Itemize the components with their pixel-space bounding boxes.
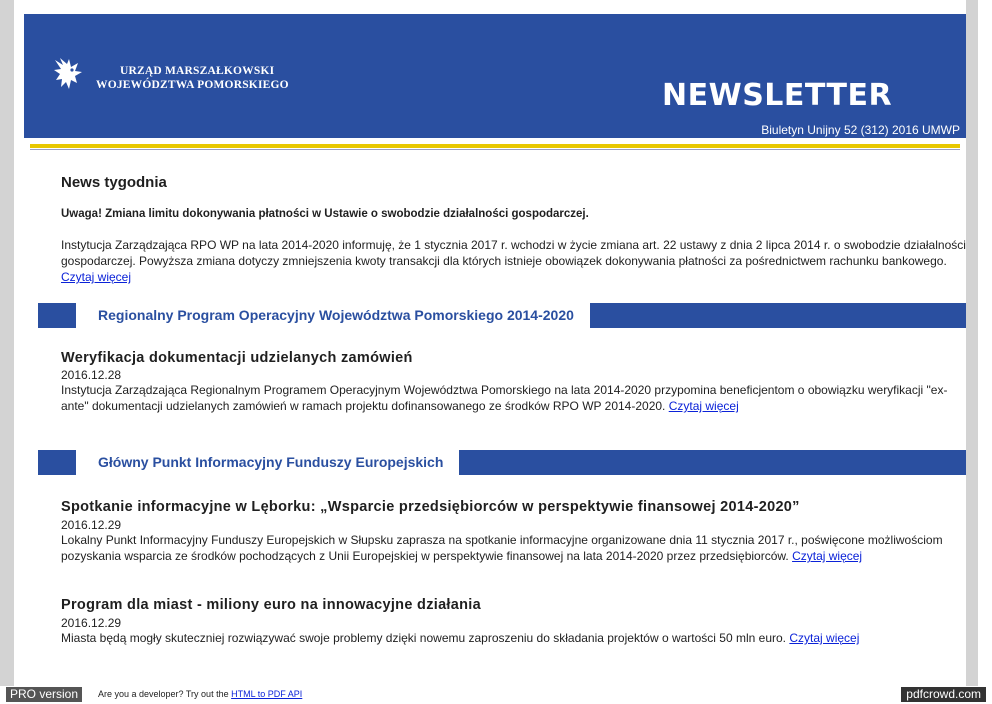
article-date: 2016.12.29 <box>61 616 122 630</box>
article-body-text: Miasta będą mogły skuteczniej rozwiązywać swoje problemy dzięki nowemu zaproszeniu do składania projektów o wartości 50 mln euro. <box>61 631 787 645</box>
article-body <box>61 630 966 646</box>
right-page-border <box>966 0 978 686</box>
org-line-1: URZĄD MARSZAŁKOWSKI <box>120 65 275 77</box>
org-line-2: WOJEWÓDZTWA POMORSKIEGO <box>96 79 289 91</box>
griffin-icon <box>52 56 84 92</box>
pdfcrowd-brand[interactable]: pdfcrowd.com <box>901 687 986 702</box>
pro-version-badge[interactable]: PRO version <box>6 687 82 702</box>
article-date: 2016.12.29 <box>61 518 122 532</box>
header-banner <box>24 14 966 138</box>
article-title: Weryfikacja dokumentacji udzielanych zamówień <box>61 350 413 366</box>
news-read-more-link[interactable]: Czytaj więcej <box>61 270 132 284</box>
right-margin <box>978 0 992 686</box>
news-heading: News tygodnia <box>61 174 167 191</box>
article-title: Spotkanie informacyjne w Lęborku: „Wsparcie przedsiębiorców w perspektywie finansowej 2014-2020” <box>61 499 800 515</box>
gold-divider <box>30 144 960 148</box>
article-body-text: Instytucja Zarządzająca Regionalnym Programem Operacyjnym Województwa Pomorskiego na lata 2014-2020 przypomina beneficjentom o obowiązku weryfikacji "ex-ante" dokumentacji udzielanych zamówień w ramach projektu dofinansowanego ze środków RPO WP 2014-2020. <box>61 383 948 413</box>
organization-name <box>96 64 289 92</box>
article-body-text: Lokalny Punkt Informacyjny Funduszy Europejskich w Słupsku zaprasza na spotkanie informacyjne organizowane dnia 11 stycznia 2017 r., poświęcone możliwościom pozyskania wsparcia ze środków pochodzących z Unii Europejskiej w perspektywie finansowej na lata 2014-2020 przez przedsiębiorców. <box>61 533 943 563</box>
section-title-rpo: Regionalny Program Operacyjny Województwa Pomorskiego 2014-2020 <box>76 303 590 328</box>
newsletter-subtitle: Biuletyn Unijny 52 (312) 2016 UMWP <box>761 123 960 137</box>
html-to-pdf-api-link[interactable]: HTML to PDF API <box>231 689 303 699</box>
section-header-gpi <box>38 450 966 475</box>
article-body <box>61 532 966 564</box>
newsletter-title: NEWSLETTER <box>662 78 893 113</box>
article-body <box>61 382 966 414</box>
developer-promo <box>98 689 302 699</box>
news-body-text: Instytucja Zarządzająca RPO WP na lata 2014-2020 informuję, że 1 stycznia 2017 r. wchodzi w życie zmiana art. 22 ustawy z dnia 2 lipca 2014 r. o swobodzie działalności gospodarczej. Powyższa zmiana dotyczy zmniejszenia kwoty transakcji dla których istnieje obowiązek dokonywania płatności za pośrednictwem rachunku bankowego. <box>61 238 966 268</box>
newsletter-page <box>24 14 966 686</box>
left-page-border <box>0 0 14 686</box>
developer-promo-text: Are you a developer? Try out the <box>98 689 229 699</box>
news-lead: Uwaga! Zmiana limitu dokonywania płatności w Ustawie o swobodzie działalności gospodarczej. <box>61 208 589 220</box>
thin-divider <box>30 149 960 150</box>
section-header-rpo <box>38 303 966 328</box>
section-title-gpi: Główny Punkt Informacyjny Funduszy Europejskich <box>76 450 459 475</box>
article-date: 2016.12.28 <box>61 368 122 382</box>
pdf-footer <box>0 686 992 704</box>
news-body <box>61 237 966 285</box>
article-read-more-link[interactable]: Czytaj więcej <box>789 631 860 645</box>
article-read-more-link[interactable]: Czytaj więcej <box>792 549 863 563</box>
article-read-more-link[interactable]: Czytaj więcej <box>668 399 739 413</box>
article-title: Program dla miast - miliony euro na innowacyjne działania <box>61 597 481 613</box>
